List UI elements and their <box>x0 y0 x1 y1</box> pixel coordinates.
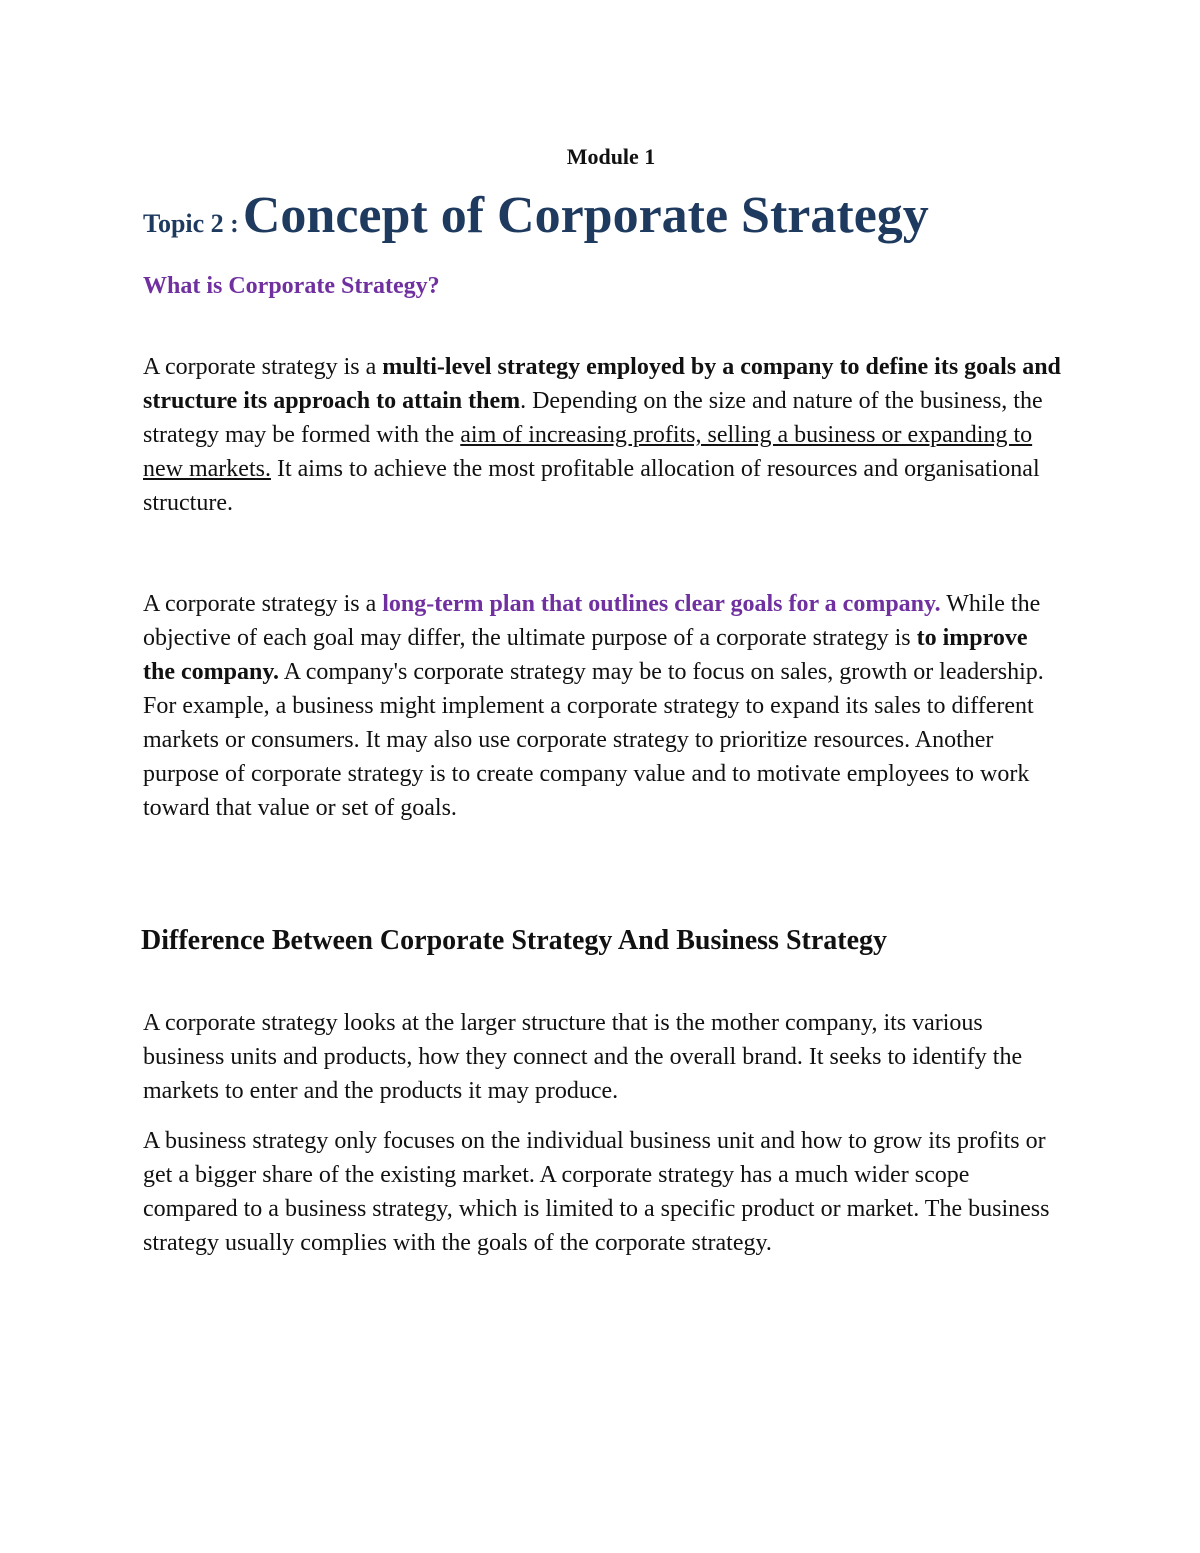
text-run: While the objective of each goal may differ, the ultimate purpose of a corporate strategy is <box>143 591 1041 651</box>
text-run: . Depending on the size and nature of the business, the strategy may be formed with the <box>143 388 1043 448</box>
text-run: A company's corporate strategy may be to focus on sales, growth or leadership. For example, a business might implement a corporate strategy to expand its sales to different markets or consumers. It may also use corporate strategy to prioritize resources. Another purpose of corporate strategy is to create company value and to motivate employees to work toward that value or set of goals. <box>143 659 1044 821</box>
paragraph-business-strategy: A business strategy only focuses on the individual business unit and how to grow its profits or get a bigger share of the existing market. A corporate strategy has a much wider scope compared to a business strategy, which is limited to a specific product or market. The business strategy usually complies with the goals of the corporate strategy. <box>143 1128 1050 1256</box>
paragraph-corporate-scope: A corporate strategy looks at the larger structure that is the mother company, its various business units and products, how they connect and the overall brand. It seeks to identify the markets to enter and the products it may produce. <box>143 1010 1023 1104</box>
underlined-run: aim of increasing profits, selling a business or expanding to new markets. <box>143 422 1033 482</box>
paragraph-definition <box>143 350 1063 520</box>
text-run: A corporate strategy is a <box>143 591 383 617</box>
section-heading-difference: Difference Between Corporate Strategy And Business Strategy <box>141 925 888 956</box>
bold-run: multi-level strategy employed by a company to define its goals and structure its approach to attain them <box>143 354 1061 414</box>
paragraph-long-term-plan <box>143 587 1063 825</box>
highlight-run: long-term plan that outlines clear goals for a company. <box>382 591 941 617</box>
text-run: It aims to achieve the most profitable allocation of resources and organisational structure. <box>143 456 1040 516</box>
topic-title: Concept of Corporate Strategy <box>242 187 929 244</box>
section-heading-what-is: What is Corporate Strategy? <box>143 273 440 299</box>
bold-run: to improve the company. <box>143 625 1028 685</box>
text-run: A corporate strategy is a <box>143 354 383 380</box>
topic-title-line <box>143 186 929 245</box>
topic-prefix: Topic 2 : <box>143 209 239 238</box>
module-label: Module 1 <box>566 144 656 169</box>
